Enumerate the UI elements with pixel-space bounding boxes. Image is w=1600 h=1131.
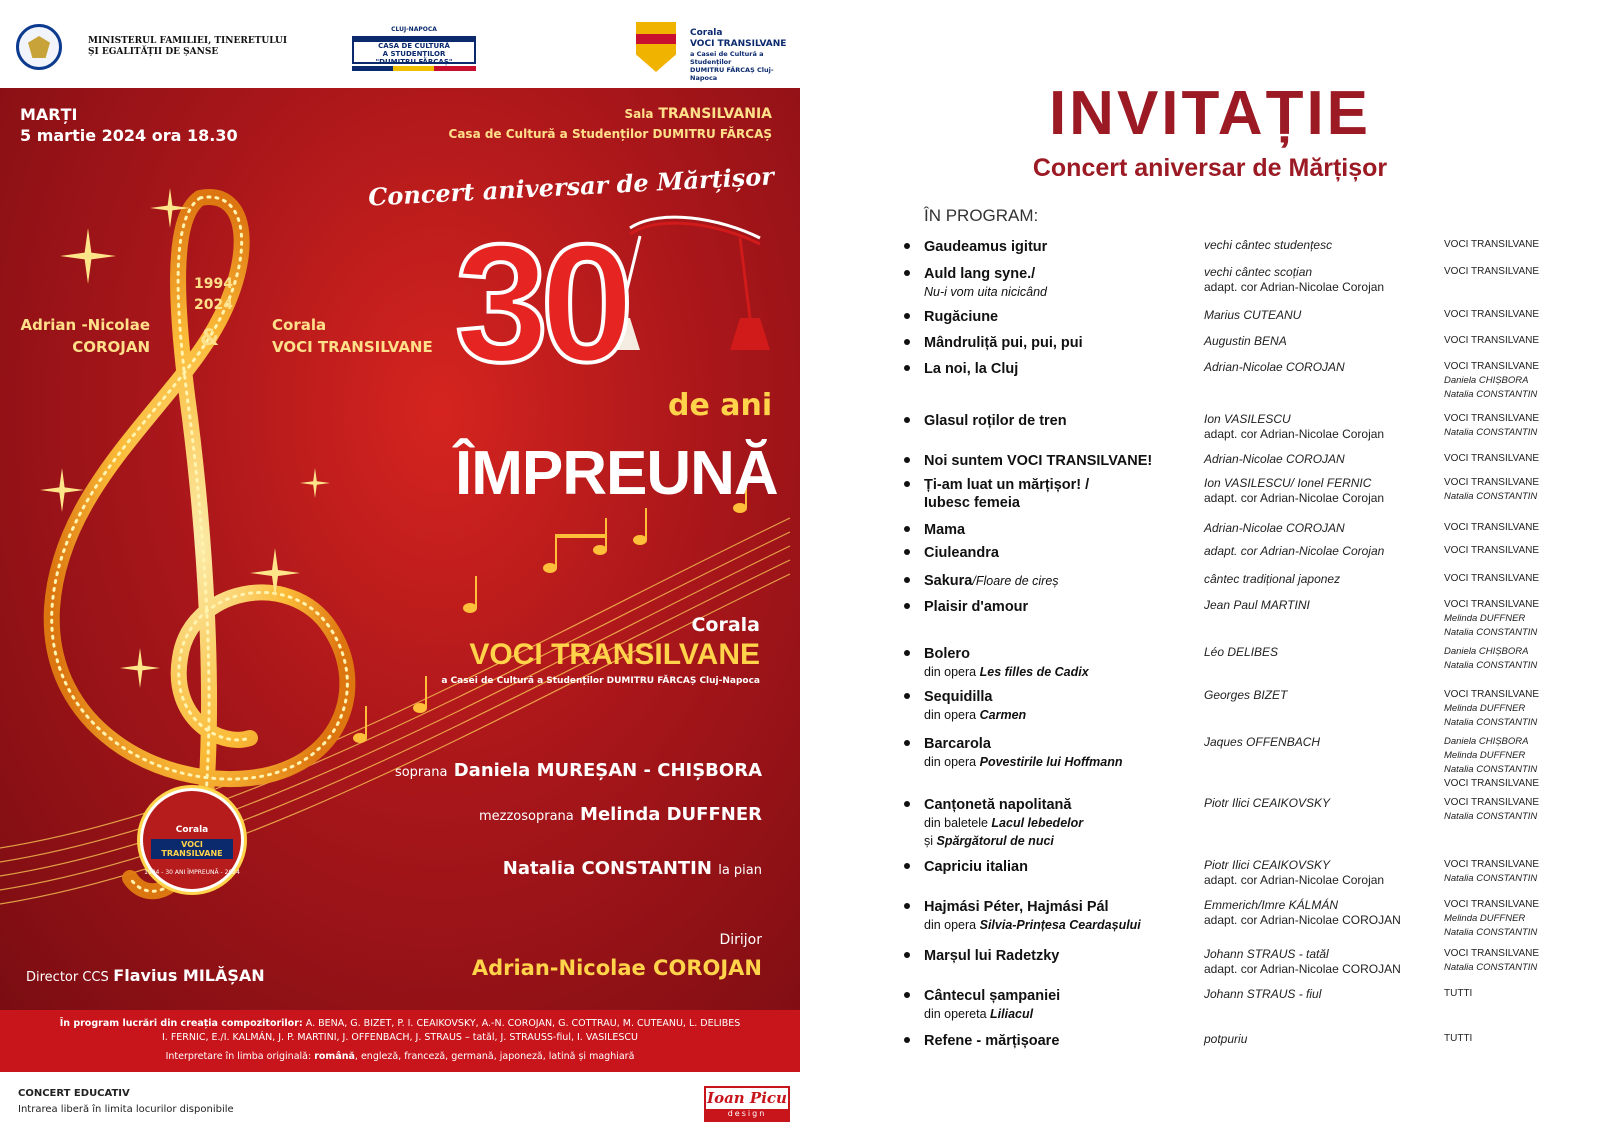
- program-item-title: Sequidilla din opera Carmen: [924, 689, 1027, 722]
- bullet-icon: [904, 481, 910, 487]
- program-item-composer: Ion VASILESCU/ Ionel FERNIC adapt. cor Adrian-Nicolae Corojan: [1204, 476, 1385, 505]
- program-item-title: Barcarola din opera Povestirile lui Hoffmann: [924, 736, 1123, 769]
- program-item-composer: Marius CUTEANU: [1204, 308, 1302, 322]
- bullet-icon: [904, 693, 910, 699]
- program-item-performers: VOCI TRANSILVANE Natalia CONSTANTIN: [1444, 948, 1540, 973]
- program-item-performers: TUTTI: [1444, 1033, 1473, 1044]
- program-item-title: La noi, la Cluj: [924, 361, 1019, 377]
- bullet-icon: [904, 526, 910, 532]
- program-item-performers: VOCI TRANSILVANE: [1444, 545, 1540, 556]
- program-item-title: Canțonetă napolitană din baletele Lacul lebedelor și Spărgătorul de nuci: [924, 797, 1084, 848]
- program-item-composer: Emmerich/Imre KÁLMÁN adapt. cor Adrian-Nicolae COROJAN: [1204, 898, 1401, 927]
- ampersand: &: [200, 326, 220, 351]
- program-item-composer: adapt. cor Adrian-Nicolae Corojan: [1204, 544, 1385, 558]
- anniversary-number: 30: [455, 209, 626, 397]
- program-item-title: Hajmási Péter, Hajmási Pál din opera Silvia-Prințesa Ceardașului: [924, 899, 1141, 932]
- conductor-name-left: Adrian -Nicolae COROJAN: [20, 316, 150, 356]
- soloist-mezzo: mezzosoprana Melinda DUFFNER: [479, 804, 762, 825]
- bullet-icon: [904, 339, 910, 345]
- impreuna-title: ÎMPREUNĂ: [455, 439, 778, 508]
- bullet-icon: [904, 650, 910, 656]
- program-item-title: Mama: [924, 522, 966, 538]
- government-logo: [16, 24, 62, 70]
- program-label: ÎN PROGRAM:: [924, 206, 1039, 225]
- program-item-performers: VOCI TRANSILVANE Daniela CHIȘBORA Natalia CONSTANTIN: [1444, 361, 1540, 400]
- program-item-composer: Augustin BENA: [1204, 334, 1287, 348]
- soloist-soprano: soprana Daniela MUREȘAN - CHIȘBORA: [394, 760, 762, 781]
- choir-label: Corala: [691, 614, 760, 636]
- program-item-title: Cântecul șampaniei din opereta Liliacul: [924, 988, 1061, 1021]
- program-item-composer: Piotr Ilici CEAIKOVSKY: [1204, 796, 1331, 810]
- program-item-composer: cântec tradițional japonez: [1204, 572, 1341, 586]
- choir-name: VOCI TRANSILVANE: [469, 638, 760, 671]
- soloist-piano: Natalia CONSTANTIN la pian: [502, 858, 762, 879]
- bullet-icon: [904, 952, 910, 958]
- program-item-composer: Adrian-Nicolae COROJAN: [1204, 452, 1345, 466]
- program-item-title: Rugăciune: [924, 309, 999, 325]
- composers-line-1: În program lucrări din creația compozitorilor: A. BENA, G. BIZET, P. I. CEAIKOVSKY, A.-N. COROJAN, G. COTTRAU, M. CUTEANU, L. DELIBES: [59, 1018, 741, 1029]
- program-item-composer: Adrian-Nicolae COROJAN: [1204, 521, 1345, 535]
- bullet-icon: [904, 417, 910, 423]
- invitation-page: [820, 0, 1600, 1131]
- program-item-composer: Johann STRAUS - tatăl adapt. cor Adrian-Nicolae COROJAN: [1204, 947, 1401, 976]
- program-item-composer: Piotr Ilici CEAIKOVSKY adapt. cor Adrian-Nicolae Corojan: [1204, 858, 1385, 887]
- program-item-title: Refene - mărțișoare: [924, 1033, 1060, 1049]
- voci-transilvane-crest-icon: [636, 22, 676, 72]
- program-item-composer: vechi cântec studențesc: [1204, 238, 1333, 252]
- conductor-label: Dirijor: [719, 932, 762, 948]
- bullet-icon: [904, 1037, 910, 1043]
- bullet-icon: [904, 313, 910, 319]
- bullet-icon: [904, 603, 910, 609]
- bullet-icon: [904, 992, 910, 998]
- director-credit: Director CCS Flavius MILĂȘAN: [26, 966, 265, 985]
- bullet-icon: [904, 740, 910, 746]
- program-item-title: Sakura/Floare de cireș: [924, 573, 1059, 589]
- program-item-performers: VOCI TRANSILVANE Natalia CONSTANTIN: [1444, 477, 1540, 502]
- program-item-title: Marșul lui Radetzky: [924, 948, 1060, 964]
- program-item-title: Capriciu italian: [924, 859, 1028, 875]
- program-item-composer: Jaques OFFENBACH: [1204, 735, 1321, 749]
- program-item-performers: VOCI TRANSILVANE Natalia CONSTANTIN: [1444, 413, 1540, 438]
- program-item-performers: VOCI TRANSILVANE Melinda DUFFNER Natalia CONSTANTIN: [1444, 689, 1540, 728]
- program-item-title: Ți-am luat un mărțișor! / Iubesc femeia: [924, 477, 1090, 511]
- conductor-name: Adrian-Nicolae COROJAN: [471, 956, 762, 980]
- eagle-icon: [28, 36, 50, 58]
- casa-cultura-logo: CLUJ-NAPOCA CASA DE CULTURĂ A STUDENȚILOR "DUMITRU FĂRCAȘ": [352, 26, 476, 72]
- program-item-performers: VOCI TRANSILVANE: [1444, 573, 1540, 584]
- program-item-performers: VOCI TRANSILVANE: [1444, 522, 1540, 533]
- program-item-title: Ciuleandra: [924, 545, 999, 561]
- program-item-performers: VOCI TRANSILVANE: [1444, 309, 1540, 320]
- program-item-composer: vechi cântec scoțian adapt. cor Adrian-Nicolae Corojan: [1204, 265, 1385, 294]
- program-item-performers: VOCI TRANSILVANE: [1444, 335, 1540, 346]
- program-item-composer: Johann STRAUS - fiul: [1204, 987, 1322, 1001]
- program-item-title: Auld lang syne./ Nu-i vom uita nicicând: [924, 266, 1047, 299]
- bullet-icon: [904, 457, 910, 463]
- bullet-icon: [904, 863, 910, 869]
- event-date: MARȚI 5 martie 2024 ora 18.30: [20, 105, 238, 145]
- music-staff: [0, 518, 790, 904]
- bullet-icon: [904, 577, 910, 583]
- invitation-subtitle: Concert aniversar de Mărțișor: [1032, 154, 1388, 182]
- program-item-performers: VOCI TRANSILVANE Natalia CONSTANTIN: [1444, 859, 1540, 884]
- program-item-composer: Adrian-Nicolae COROJAN: [1204, 360, 1345, 374]
- program-item-performers: VOCI TRANSILVANE: [1444, 266, 1540, 277]
- bullet-icon: [904, 365, 910, 371]
- program-item-performers: VOCI TRANSILVANE Natalia CONSTANTIN: [1444, 797, 1540, 822]
- program-item-performers: VOCI TRANSILVANE: [1444, 453, 1540, 464]
- logo-bar: [0, 0, 800, 86]
- choir-name-left: Corala VOCI TRANSILVANE: [272, 316, 433, 356]
- program-item-composer: potpuriu: [1204, 1032, 1248, 1046]
- voci-transilvane-logo-text: Corala VOCI TRANSILVANE a Casei de Cultură a Studenților DUMITRU FĂRCAȘ Cluj-Napoca: [690, 28, 787, 82]
- invitation-title: INVITAȚIE: [1048, 79, 1372, 148]
- poster-subtitle: Concert aniversar de Mărțișor: [367, 161, 775, 212]
- bullet-icon: [904, 903, 910, 909]
- bullet-icon: [904, 243, 910, 249]
- educational-label: CONCERT EDUCATIV: [18, 1088, 130, 1099]
- bullet-icon: [904, 270, 910, 276]
- program-item-performers: VOCI TRANSILVANE Melinda DUFFNER Natalia CONSTANTIN: [1444, 899, 1540, 938]
- program-item-composer: Léo DELIBES: [1204, 645, 1279, 659]
- anniversary-years: 1994 2024: [194, 276, 233, 313]
- designer-logo: Ioan Picu design: [704, 1086, 790, 1122]
- program-item-performers: Daniela CHIȘBORA Natalia CONSTANTIN: [1444, 646, 1538, 671]
- program-item-title: Bolero din opera Les filles de Cadix: [924, 646, 1089, 679]
- ministry-name: MINISTERUL FAMILIEI, TINERETULUI ȘI EGALITĂȚII DE ȘANSE: [88, 36, 288, 57]
- program-item-title: Gaudeamus igitur: [924, 239, 1048, 255]
- composers-line-2: I. FERNIC, E./I. KALMÁN, J. P. MARTINI, J. OFFENBACH, J. STRAUS – tatăl, J. STRAUSS-fiul, I. VASILESCU: [162, 1032, 638, 1043]
- program-item-performers: Daniela CHIȘBORA Melinda DUFFNER Natalia CONSTANTIN VOCI TRANSILVANE: [1444, 736, 1540, 789]
- program-item-performers: VOCI TRANSILVANE Melinda DUFFNER Natalia CONSTANTIN: [1444, 599, 1540, 638]
- program-item-title: Plaisir d'amour: [924, 599, 1029, 615]
- event-venue: Sala TRANSILVANIA Casa de Cultură a Studenților DUMITRU FĂRCAȘ: [448, 106, 772, 141]
- program-item-performers: TUTTI: [1444, 988, 1473, 999]
- free-entry-note: Intrarea liberă în limita locurilor disponibile: [18, 1104, 234, 1115]
- program-item-title: Noi suntem VOCI TRANSILVANE!: [924, 453, 1153, 469]
- program-item-title: Glasul roților de tren: [924, 413, 1067, 429]
- program-item-composer: Georges BIZET: [1204, 688, 1288, 702]
- de-ani-text: de ani: [668, 388, 773, 423]
- program-item-performers: VOCI TRANSILVANE: [1444, 239, 1540, 250]
- choir-affiliation: a Casei de Cultură a Studenților DUMITRU FĂRCAȘ Cluj-Napoca: [441, 676, 760, 686]
- music-notes: [353, 476, 747, 743]
- program-item-composer: Jean Paul MARTINI: [1204, 598, 1310, 612]
- poster-red-panel: [0, 88, 800, 1010]
- choir-seal: Corala VOCI TRANSILVANE 1994 - 30 ANI ÎMPREUNĂ - 2024: [140, 788, 244, 892]
- bullet-icon: [904, 549, 910, 555]
- program-item-title: Mândruliță pui, pui, pui: [924, 335, 1083, 351]
- bullet-icon: [904, 801, 910, 807]
- language-line: Interpretare în limba originală: română, engleză, franceză, germană, japoneză, latină și maghiară: [165, 1051, 635, 1062]
- composers-band: [0, 1010, 800, 1072]
- program-item-composer: Ion VASILESCU adapt. cor Adrian-Nicolae Corojan: [1204, 412, 1385, 441]
